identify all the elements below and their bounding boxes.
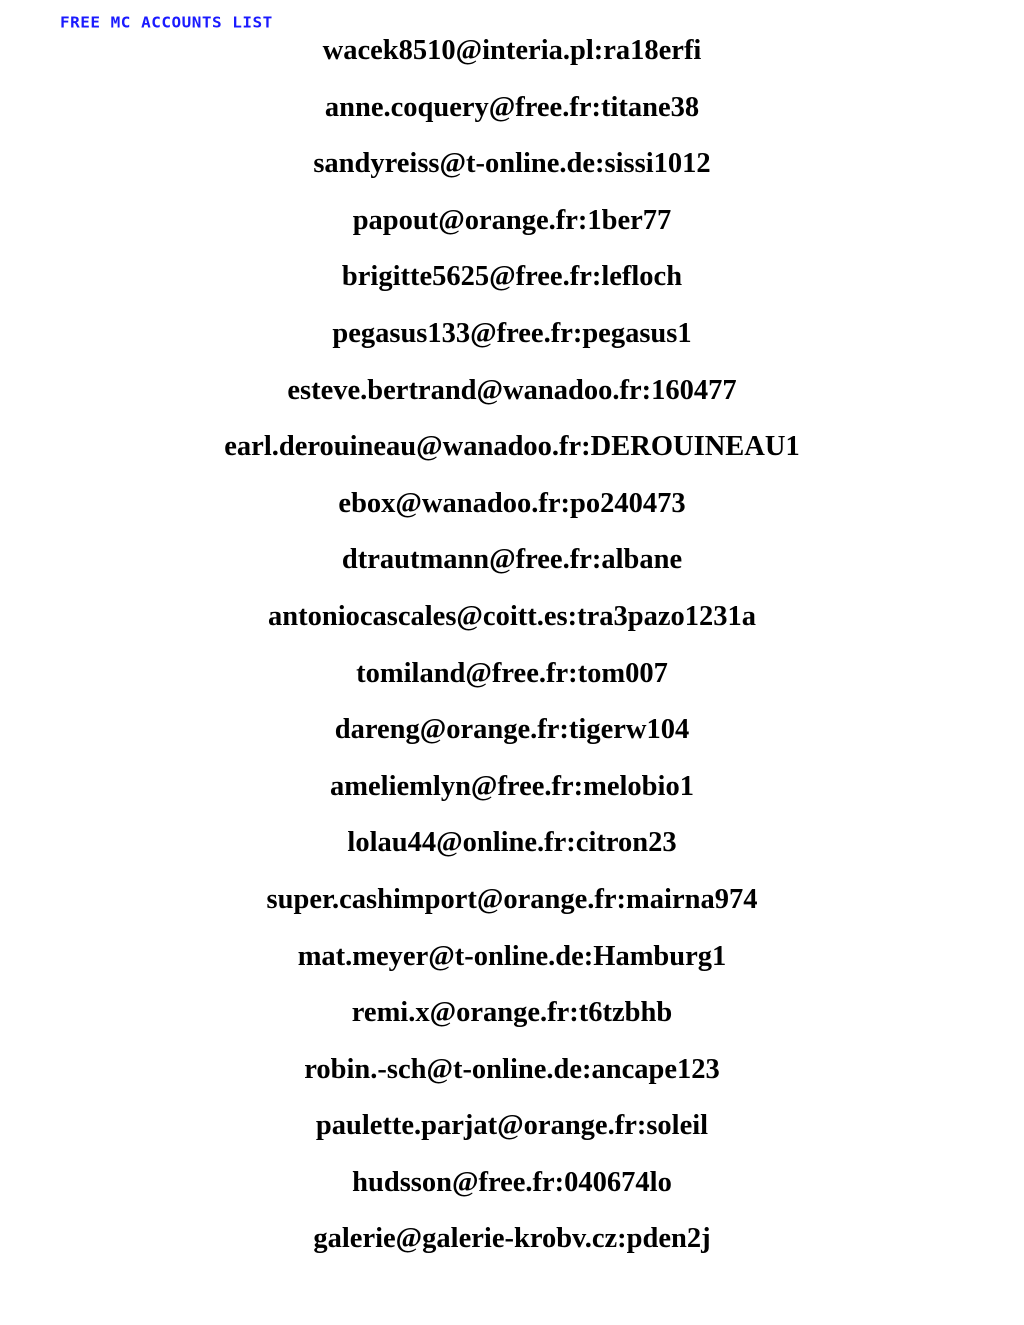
list-item: remi.x@orange.fr:t6tzbhb [351,997,673,1029]
list-item: pegasus133@free.fr:pegasus1 [332,317,692,349]
list-item: brigitte5625@free.fr:lefloch [341,261,683,293]
list-item: dareng@orange.fr:tigerw104 [334,714,690,746]
list-item: papout@orange.fr:1ber77 [352,204,672,236]
list-item: hudsson@free.fr:040674lo [352,1166,672,1198]
list-item: lolau44@online.fr:citron23 [347,827,677,859]
list-item: dtrautmann@free.fr:albane [341,544,683,576]
list-item: anne.coquery@free.fr:titane38 [324,91,700,123]
page-title: FREE MC ACCOUNTS LIST [60,13,273,32]
list-item: mat.meyer@t-online.de:Hamburg1 [297,940,727,972]
list-item: tomiland@free.fr:tom007 [356,657,668,689]
list-item: galerie@galerie-krobv.cz:pden2j [313,1223,711,1255]
list-item: sandyreiss@t-online.de:sissi1012 [313,148,711,180]
list-item: wacek8510@interia.pl:ra18erfi [322,35,702,66]
list-item: ebox@wanadoo.fr:po240473 [338,487,686,519]
list-item: esteve.bertrand@wanadoo.fr:160477 [287,374,737,406]
list-item: ameliemlyn@free.fr:melobio1 [330,770,694,802]
list-item: paulette.parjat@orange.fr:soleil [315,1110,709,1142]
list-item: robin.-sch@t-online.de:ancape123 [304,1053,720,1085]
list-item: super.cashimport@orange.fr:mairna974 [266,883,758,915]
list-item: earl.derouineau@wanadoo.fr:DEROUINEAU1 [224,431,800,463]
list-item: antoniocascales@coitt.es:tra3pazo1231a [268,600,756,632]
account-list [0,28,1024,1273]
